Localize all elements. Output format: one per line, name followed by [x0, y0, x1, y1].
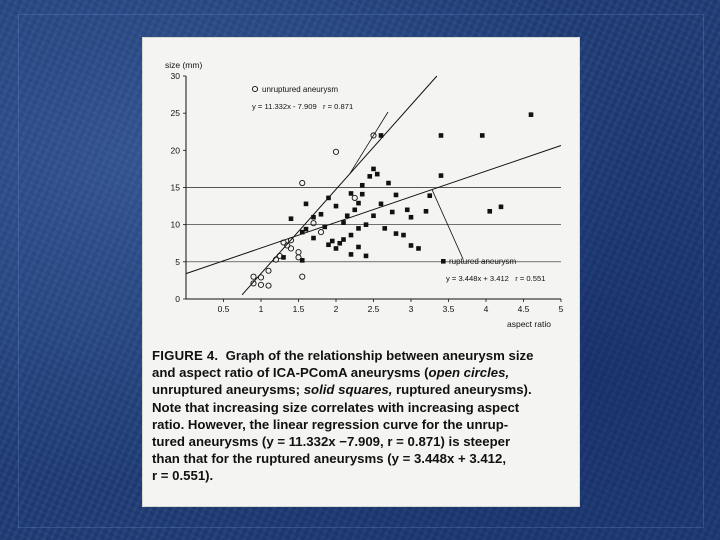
ruptured-point-22	[356, 245, 361, 250]
unruptured-point-2	[258, 275, 263, 280]
y-tick-label-15: 15	[170, 182, 180, 193]
unruptured-point-19	[352, 195, 357, 200]
legend-open-circle-icon	[252, 86, 257, 91]
caption-line-1-text: Graph of the relationship between aneurysm size	[225, 348, 534, 363]
ruptured-point-28	[371, 213, 376, 218]
ruptured-point-20	[352, 208, 357, 213]
ruptured-point-17	[345, 213, 350, 218]
leader-line-unruptured	[350, 112, 389, 174]
ruptured-point-1	[289, 216, 294, 221]
ruptured-point-16	[341, 220, 346, 225]
unruptured-point-18	[333, 149, 338, 154]
ruptured-point-19	[349, 233, 354, 238]
leader-line-ruptured	[432, 190, 463, 259]
ruptured-point-42	[427, 193, 432, 198]
ruptured-point-45	[480, 133, 485, 138]
ruptured-point-4	[304, 227, 309, 232]
ruptured-point-46	[487, 209, 492, 214]
y-tick-label-25: 25	[170, 108, 180, 119]
y-tick-label-10: 10	[170, 219, 180, 230]
ruptured-point-32	[386, 181, 391, 186]
ruptured-point-8	[319, 212, 324, 217]
ruptured-point-31	[382, 226, 387, 231]
caption-line-2-text: and aspect ratio of ICA-PComA aneurysms (	[152, 365, 429, 381]
ruptured-point-38	[409, 215, 414, 220]
figure-caption	[152, 347, 576, 485]
y-axis-label: size (mm)	[165, 60, 203, 70]
ruptured-point-15	[341, 237, 346, 242]
caption-line-3-text-a: unruptured aneurysms;	[152, 382, 304, 398]
gridlines	[186, 188, 561, 262]
ruptured-point-23	[360, 192, 365, 197]
unruptured-point-3	[258, 282, 263, 287]
ruptured-point-2	[300, 258, 305, 263]
x-tick-label-0.5: 0.5	[217, 304, 230, 314]
legend-ruptured-label: ruptured aneurysm	[449, 257, 517, 266]
ruptured-point-6	[311, 215, 316, 220]
x-tick-label-4.5: 4.5	[517, 304, 530, 314]
ruptured-point-53	[356, 226, 361, 231]
caption-line-5: ratio. However, the linear regression curve for the unrup-	[152, 416, 509, 432]
ruptured-point-25	[364, 222, 369, 227]
caption-line-6: tured aneurysms (y = 11.332x −7.909, r = 0.871) is steeper	[152, 434, 511, 450]
scatter-chart	[143, 38, 579, 338]
ruptured-point-11	[330, 239, 335, 244]
y-tick-label-30: 30	[170, 71, 180, 81]
ruptured-point-40	[416, 246, 421, 251]
ruptured-point-30	[379, 202, 384, 207]
caption-line-3-text-b: ruptured aneurysms).	[392, 382, 532, 398]
legend-ruptured	[441, 257, 545, 283]
unruptured-point-10	[288, 246, 293, 251]
ruptured-point-13	[334, 204, 339, 209]
ruptured-point-41	[424, 209, 429, 214]
ruptured-point-24	[360, 183, 365, 188]
x-tick-label-3: 3	[408, 304, 414, 314]
ruptured-point-47	[499, 205, 504, 210]
regression-label-ruptured: y = 3.448x + 3.412 r = 0.551	[446, 274, 546, 283]
caption-line-2	[152, 364, 576, 381]
x-tick-label-2.5: 2.5	[367, 304, 380, 314]
x-tick-label-5: 5	[558, 304, 564, 314]
ruptured-point-44	[439, 133, 444, 138]
ruptured-point-27	[371, 167, 376, 172]
caption-line-2-italic: open circles,	[428, 365, 510, 381]
x-tick-label-4: 4	[483, 304, 489, 314]
unruptured-point-15	[300, 180, 305, 185]
caption-line-1	[152, 347, 576, 364]
unruptured-point-17	[318, 230, 323, 235]
ruptured-point-7	[311, 236, 316, 241]
caption-line-3	[152, 381, 576, 398]
y-tick-label-0: 0	[175, 294, 180, 304]
ruptured-point-37	[405, 208, 410, 213]
caption-line-4: Note that increasing size correlates with increasing aspect	[152, 399, 520, 415]
ruptured-point-29	[375, 172, 380, 177]
figure-panel	[143, 38, 579, 506]
unruptured-point-4	[266, 268, 271, 273]
regression-line-ruptured	[186, 145, 561, 273]
regression-label-unruptured: y = 11.332x - 7.909 r = 0.871	[252, 102, 354, 111]
y-tick-label-5: 5	[175, 256, 180, 267]
ruptured-point-36	[401, 233, 406, 238]
ruptured-point-12	[334, 246, 339, 251]
ruptured-point-52	[326, 196, 331, 201]
ruptured-point-39	[409, 243, 414, 248]
caption-line-8: r = 0.551).	[152, 468, 214, 484]
ruptured-point-43	[439, 173, 444, 178]
legend-solid-square-icon	[441, 259, 446, 264]
ruptured-point-18	[349, 191, 354, 196]
ruptured-point-9	[322, 225, 327, 230]
ruptured-point-0	[281, 255, 286, 260]
x-tick-label-3.5: 3.5	[442, 304, 455, 314]
ruptured-point-5	[304, 202, 309, 207]
legend-unruptured	[252, 85, 353, 111]
ruptured-point-33	[390, 210, 395, 215]
unruptured-point-5	[266, 283, 271, 288]
y-tick-label-20: 20	[170, 145, 180, 156]
ruptured-point-26	[367, 174, 372, 179]
ruptured-point-48	[529, 112, 534, 117]
ruptured-point-34	[394, 193, 399, 198]
unruptured-point-12	[296, 250, 301, 255]
legend-unruptured-label: unruptured aneurysm	[262, 85, 339, 94]
ruptured-point-21	[356, 201, 361, 206]
ruptured-point-51	[349, 252, 354, 257]
figure-label: FIGURE 4.	[152, 348, 219, 363]
caption-line-3-italic: solid squares,	[303, 382, 393, 398]
x-tick-label-1.5: 1.5	[292, 304, 305, 314]
unruptured-point-14	[300, 274, 305, 279]
ruptured-point-50	[364, 254, 369, 259]
ruptured-point-35	[394, 231, 399, 236]
caption-line-7: than that for the ruptured aneurysms (y = 3.448x + 3.412,	[152, 451, 506, 467]
unruptured-point-0	[251, 274, 256, 279]
x-tick-label-2: 2	[333, 304, 339, 314]
x-tick-label-1: 1	[258, 304, 264, 314]
ruptured-point-49	[379, 133, 384, 138]
x-axis-label: aspect ratio	[507, 319, 551, 329]
